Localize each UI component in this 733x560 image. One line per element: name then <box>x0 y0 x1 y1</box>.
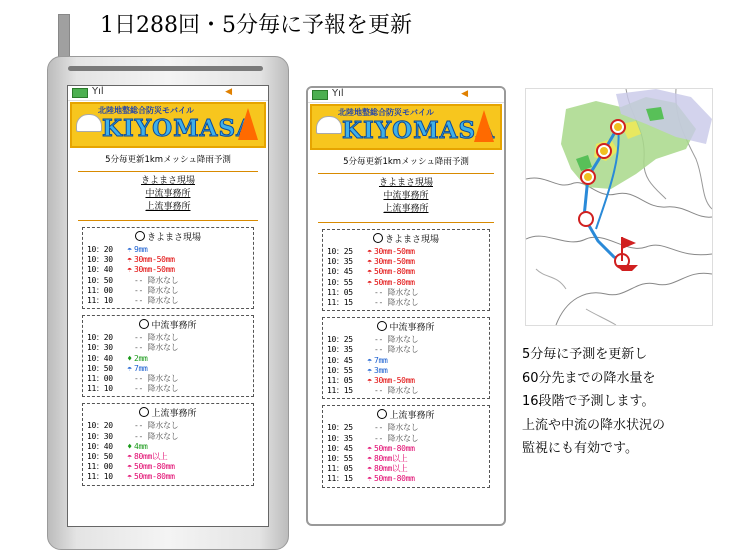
panel-heading <box>87 230 249 243</box>
forecast-value: -- 降水なし <box>374 298 419 308</box>
forecast-time: 11：05 <box>327 287 353 297</box>
forecast-time: 10：40 <box>87 353 113 363</box>
forecast-time: 10：35 <box>327 257 353 267</box>
forecast-time: 10：30 <box>87 431 113 441</box>
clock-icon <box>135 231 145 241</box>
forecast-time: 10：50 <box>87 452 113 462</box>
forecast-row <box>327 366 485 376</box>
forecast-row <box>327 278 485 288</box>
forecast-value: 30mm-50mm <box>134 255 175 265</box>
forecast-time: 10：30 <box>87 255 113 265</box>
forecast-row <box>87 462 249 472</box>
forecast-time: 11：05 <box>327 464 353 474</box>
forecast-value: -- 降水なし <box>374 345 419 355</box>
forecast-panel <box>322 229 490 311</box>
forecast-row <box>87 245 249 255</box>
forecast-row <box>87 384 249 394</box>
forecast-value: 50mm-80mm <box>134 462 175 472</box>
link-kiyomasa-site[interactable]: きよまさ現場 <box>140 176 195 186</box>
forecast-time: 10：20 <box>87 245 113 254</box>
umbrella-icon: ☂ <box>367 464 372 474</box>
forecast-value: 80mm以上 <box>374 454 408 464</box>
forecast-row <box>327 356 485 366</box>
location-links <box>68 175 268 214</box>
forecast-panel <box>82 227 254 309</box>
forecast-value: 30mm-50mm <box>374 247 415 256</box>
forecast-value: -- 降水なし <box>134 285 179 295</box>
clock-icon <box>139 407 149 417</box>
forecast-time: 10：45 <box>327 355 353 365</box>
forecast-value: -- 降水なし <box>134 374 179 384</box>
status-bar <box>308 88 504 103</box>
forecast-row <box>327 434 485 444</box>
panel-heading-label: 中流事務所 <box>151 321 197 332</box>
forecast-value: 30mm-50mm <box>134 265 175 275</box>
forecast-row <box>87 442 249 452</box>
forecast-time: 11：15 <box>327 474 353 484</box>
forecast-value: -- 降水なし <box>374 423 419 433</box>
drop-icon: ♦ <box>127 441 132 451</box>
forecast-row <box>327 423 485 433</box>
forecast-time: 10：35 <box>327 345 353 355</box>
forecast-row <box>327 386 485 396</box>
forecast-value: 80mm以上 <box>134 452 168 462</box>
umbrella-icon: ☂ <box>127 472 132 482</box>
description-line: 5分毎に予測を更新し <box>522 347 648 362</box>
signal-icon: Yıl <box>332 88 344 99</box>
forecast-row <box>87 286 249 296</box>
divider <box>78 220 258 221</box>
helmet-icon <box>316 116 342 134</box>
battery-icon <box>312 90 328 100</box>
forecast-value: 80mm以上 <box>374 464 408 474</box>
forecast-value: 9mm <box>134 245 148 254</box>
forecast-value: 50mm-80mm <box>374 443 415 453</box>
forecast-time: 10：25 <box>327 247 353 256</box>
forecast-row <box>327 247 485 257</box>
forecast-panels <box>308 229 504 488</box>
forecast-row <box>327 298 485 308</box>
umbrella-icon: ☂ <box>127 462 132 472</box>
umbrella-icon: ☂ <box>127 255 132 265</box>
forecast-time: 10：50 <box>87 363 113 373</box>
forecast-value: 50mm-80mm <box>134 472 175 482</box>
forecast-row <box>327 288 485 298</box>
forecast-time: 11：05 <box>327 376 353 386</box>
forecast-value: -- 降水なし <box>134 333 179 343</box>
forecast-value: 4mm <box>134 441 148 451</box>
drop-icon: ♦ <box>127 353 132 363</box>
umbrella-icon: ☂ <box>367 277 372 287</box>
forecast-row <box>327 454 485 464</box>
forecast-row <box>327 345 485 355</box>
forecast-row <box>87 333 249 343</box>
forecast-row <box>87 343 249 353</box>
forecast-value: 50mm-80mm <box>374 277 415 287</box>
forecast-value: 30mm-50mm <box>374 257 415 267</box>
arrow-left-icon: ◀ <box>461 89 468 99</box>
forecast-time: 10：20 <box>87 421 113 431</box>
divider <box>78 171 258 172</box>
forecast-panel <box>82 315 254 397</box>
forecast-row <box>87 364 249 374</box>
forecast-row <box>87 255 249 265</box>
banner-subtitle: 北陸地整総合防災モバイル <box>338 108 434 117</box>
signal-icon: Yıl <box>92 86 104 97</box>
forecast-row <box>327 444 485 454</box>
umbrella-icon: ☂ <box>367 257 372 267</box>
forecast-time: 10：45 <box>327 443 353 453</box>
panel-heading <box>87 318 249 331</box>
status-bar <box>68 86 268 101</box>
forecast-value: -- 降水なし <box>134 275 179 285</box>
map-graphic <box>526 89 712 325</box>
phone-screen-2 <box>306 86 506 526</box>
clock-icon <box>373 233 383 243</box>
umbrella-icon: ☂ <box>127 363 132 373</box>
forecast-row <box>87 276 249 286</box>
forecast-time: 10：25 <box>327 335 353 345</box>
umbrella-icon: ☂ <box>367 247 372 256</box>
forecast-row <box>327 464 485 474</box>
phone-earpiece <box>68 66 263 71</box>
panel-heading <box>87 406 249 419</box>
forecast-time: 10：55 <box>327 454 353 464</box>
umbrella-icon: ☂ <box>367 355 372 365</box>
forecast-time: 11：10 <box>87 472 113 482</box>
panel-heading <box>327 408 485 421</box>
description-line: 上流や中流の降水状況の <box>522 417 666 433</box>
panel-heading <box>327 232 485 245</box>
battery-icon <box>72 88 88 98</box>
clock-icon <box>139 319 149 329</box>
description-line: 60分先までの降水量を <box>522 370 656 386</box>
forecast-row <box>327 257 485 267</box>
forecast-value: 50mm-80mm <box>374 474 415 484</box>
forecast-row <box>87 296 249 306</box>
umbrella-icon: ☂ <box>367 365 372 375</box>
forecast-time: 11：10 <box>87 384 113 394</box>
app-logo: KIYOMASA <box>102 115 255 142</box>
forecast-row <box>327 267 485 277</box>
traffic-cone-icon <box>474 110 494 142</box>
forecast-time: 11：10 <box>87 296 113 306</box>
screen-title: 5分毎更新1kmメッシュ降雨予測 <box>105 155 231 165</box>
umbrella-icon: ☂ <box>127 265 132 275</box>
forecast-time: 10：40 <box>87 265 113 275</box>
forecast-time: 10：40 <box>87 441 113 451</box>
forecast-time: 10：45 <box>327 267 353 277</box>
panel-heading <box>327 320 485 333</box>
forecast-panel <box>322 405 490 487</box>
arrow-left-icon: ◀ <box>225 87 232 97</box>
link-midstream-office[interactable]: 中流事務所 <box>383 191 429 201</box>
forecast-time: 11：15 <box>327 386 353 396</box>
forecast-value: 7mm <box>374 355 388 365</box>
forecast-time: 10：20 <box>87 333 113 343</box>
forecast-value: -- 降水なし <box>134 296 179 306</box>
panel-heading-label: 上流事務所 <box>389 411 435 422</box>
umbrella-icon: ☂ <box>367 474 372 484</box>
banner-subtitle: 北陸地整総合防災モバイル <box>98 106 194 115</box>
forecast-row <box>327 376 485 386</box>
traffic-cone-icon <box>238 108 258 140</box>
panel-heading-label: 上流事務所 <box>151 409 197 420</box>
link-kiyomasa-site[interactable]: きよまさ現場 <box>378 178 433 188</box>
link-upstream-office[interactable]: 上流事務所 <box>145 202 191 212</box>
umbrella-icon: ☂ <box>367 454 372 464</box>
divider <box>318 222 494 223</box>
forecast-time: 10：25 <box>327 423 353 433</box>
umbrella-icon: ☂ <box>367 376 372 386</box>
forecast-value: -- 降水なし <box>374 287 419 297</box>
description-line: 監視にも有効です。 <box>522 441 638 456</box>
screen-title: 5分毎更新1kmメッシュ降雨予測 <box>343 157 469 167</box>
umbrella-icon: ☂ <box>367 443 372 453</box>
forecast-time: 11：00 <box>87 285 113 295</box>
forecast-value: -- 降水なし <box>374 335 419 345</box>
forecast-row <box>327 474 485 484</box>
panel-heading-label: 中流事務所 <box>389 323 435 334</box>
panel-heading-label: きよまさ現場 <box>384 235 439 245</box>
forecast-value: 50mm-80mm <box>374 267 415 277</box>
forecast-row <box>87 472 249 482</box>
forecast-panel <box>82 403 254 485</box>
forecast-value: 30mm-50mm <box>374 376 415 386</box>
panel-heading-label: きよまさ現場 <box>146 233 201 243</box>
forecast-time: 10：50 <box>87 275 113 285</box>
forecast-time: 10：30 <box>87 343 113 353</box>
forecast-time: 11：00 <box>87 374 113 384</box>
umbrella-icon: ☂ <box>127 452 132 462</box>
clock-icon <box>377 321 387 331</box>
location-links <box>308 177 504 216</box>
forecast-time: 11：00 <box>87 462 113 472</box>
app-banner <box>310 104 502 150</box>
forecast-row <box>87 452 249 462</box>
forecast-panel <box>322 317 490 399</box>
forecast-row <box>87 374 249 384</box>
description-text <box>522 343 665 461</box>
forecast-value: 3mm <box>374 365 388 375</box>
forecast-row <box>87 265 249 275</box>
forecast-row <box>87 432 249 442</box>
link-midstream-office[interactable]: 中流事務所 <box>145 189 191 199</box>
forecast-value: 7mm <box>134 363 148 373</box>
forecast-value: -- 降水なし <box>134 343 179 353</box>
app-banner <box>70 102 266 148</box>
forecast-time: 10：55 <box>327 365 353 375</box>
divider <box>318 173 494 174</box>
forecast-panels <box>68 227 268 486</box>
umbrella-icon: ☂ <box>367 267 372 277</box>
page-title: 1日288回・5分毎に予報を更新 <box>100 13 412 38</box>
forecast-time: 10：55 <box>327 277 353 287</box>
clock-icon <box>377 409 387 419</box>
description-line: 16段階で予測します。 <box>522 394 655 409</box>
forecast-row <box>87 421 249 431</box>
forecast-time: 10：35 <box>327 433 353 443</box>
forecast-value: -- 降水なし <box>134 421 179 431</box>
forecast-value: -- 降水なし <box>134 384 179 394</box>
forecast-value: -- 降水なし <box>374 433 419 443</box>
phone-antenna <box>58 14 70 60</box>
phone-screen-1 <box>67 85 269 527</box>
umbrella-icon: ☂ <box>127 245 132 254</box>
app-logo: KIYOMASA <box>342 117 495 144</box>
forecast-value: -- 降水なし <box>134 431 179 441</box>
link-upstream-office[interactable]: 上流事務所 <box>383 204 429 214</box>
forecast-value: 2mm <box>134 353 148 363</box>
forecast-value: -- 降水なし <box>374 386 419 396</box>
forecast-row <box>87 354 249 364</box>
forecast-time: 11：15 <box>327 298 353 308</box>
rain-radar-map <box>525 88 713 326</box>
forecast-row <box>327 335 485 345</box>
helmet-icon <box>76 114 102 132</box>
